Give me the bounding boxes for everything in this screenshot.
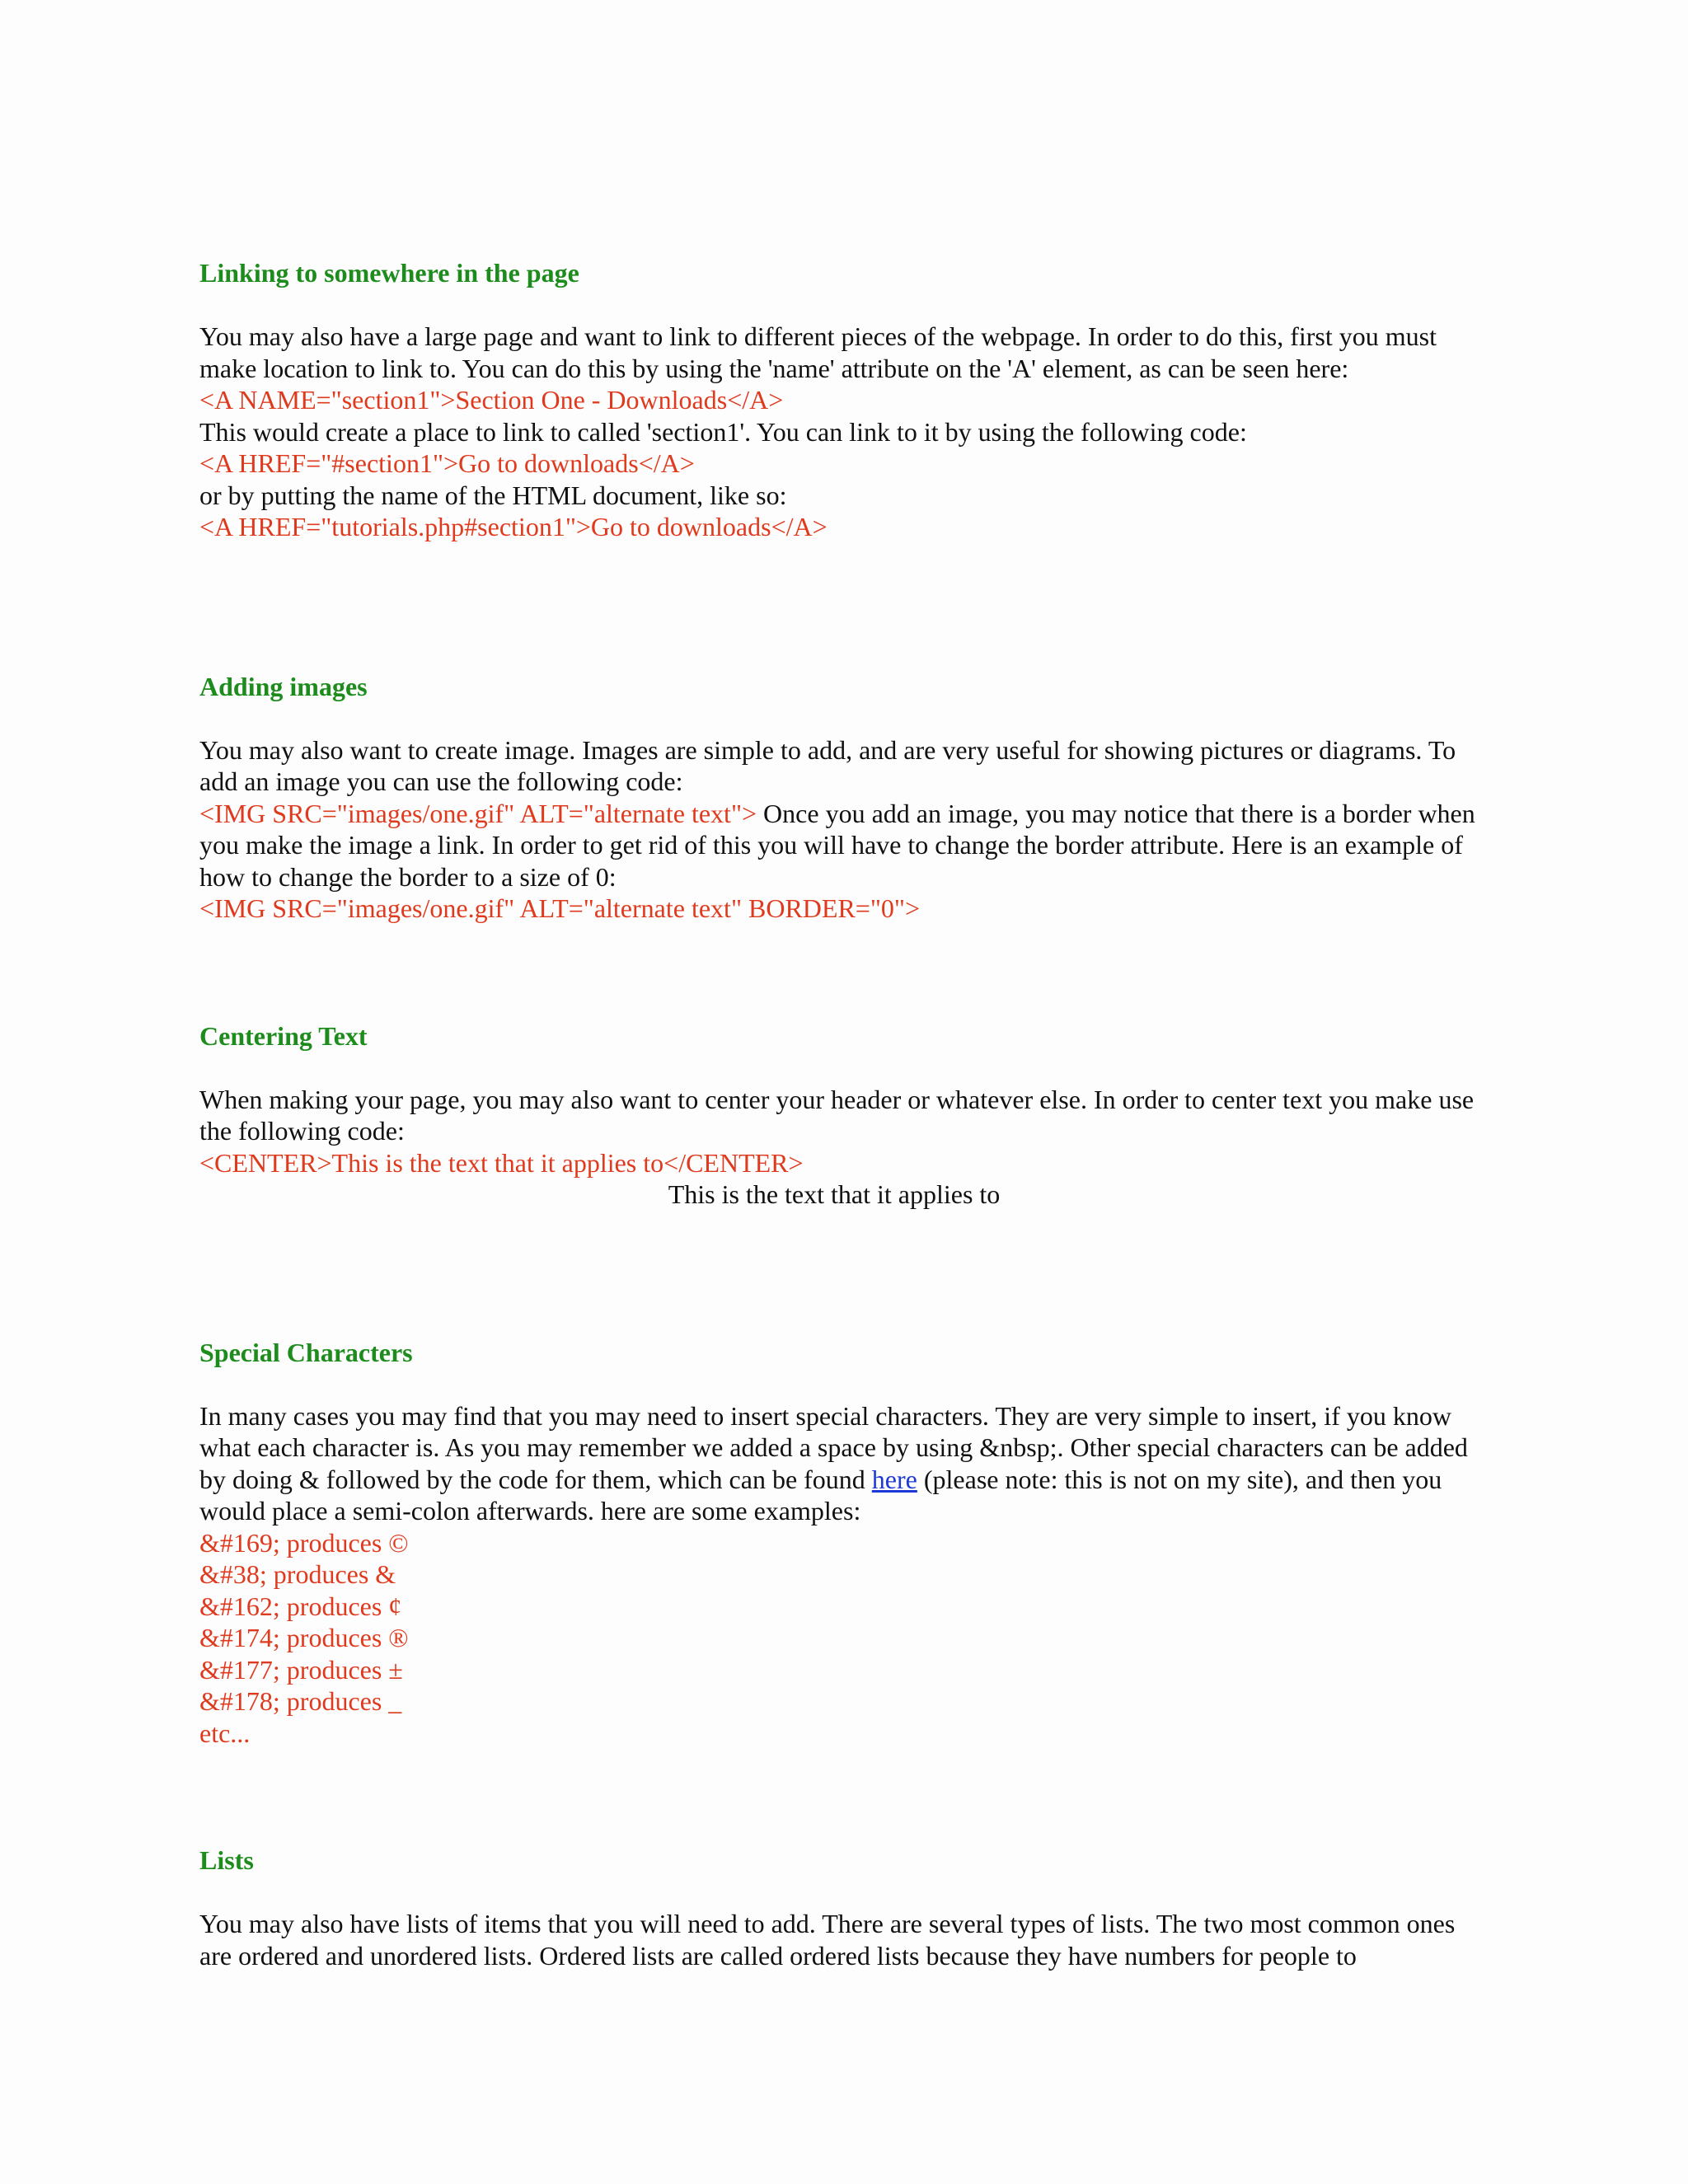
images-code-1: <IMG SRC="images/one.gif" ALT="alternate text">	[199, 798, 757, 828]
heading-lists: Lists	[199, 1845, 254, 1875]
heading-linking: Linking to somewhere in the page	[199, 258, 579, 288]
centering-paragraph-1: When making your page, you may also want to center your header or whatever else. In order to center text you make use the following code:	[199, 1084, 1475, 1146]
special-example: &#38; produces &	[199, 1559, 396, 1589]
section-spacer	[199, 543, 1485, 671]
special-paragraph-1-before: In many cases you may find that you may need to insert special characters. They are very simple to insert, if you know what each character is. As you may remember we added a space by using &nbsp;. Other special characters can be added by doing & followed by the code for them, which can be found	[199, 1400, 1468, 1494]
images-paragraph-1: You may also want to create image. Images are simple to add, and are very useful for showing pictures or diagrams. To add an image you can use the following code:	[199, 734, 1456, 796]
linking-paragraph-2: This would create a place to link to called 'section1'. You can link to it by using the following code:	[199, 416, 1247, 447]
linking-paragraph-3: or by putting the name of the HTML document, like so:	[199, 480, 787, 510]
images-code-2: <IMG SRC="images/one.gif" ALT="alternate text" BORDER="0">	[199, 893, 921, 923]
special-example: &#162; produces ¢	[199, 1591, 402, 1621]
section-spacer	[199, 1211, 1485, 1337]
centered-text-example: This is the text that it applies to	[668, 1179, 1001, 1209]
special-paragraph-1-after: (please note: this is not on my site), and then you would place a semi-colon afterwards. here are some examples:	[199, 1464, 1442, 1526]
special-paragraph-1	[199, 1400, 1485, 1527]
document-content	[199, 257, 1485, 1971]
linking-code-2: <A HREF="#section1">Go to downloads</A>	[199, 448, 695, 478]
special-example: etc...	[199, 1718, 251, 1748]
section-spacer	[199, 1749, 1485, 1844]
heading-special-characters: Special Characters	[199, 1337, 413, 1367]
images-paragraph-2-text: Once you add an image, you may notice that there is a border when you make the image a link. In order to get rid of this you will have to change the border attribute. Here is an example of how to change the border to a size of 0:	[199, 798, 1475, 892]
section-spacer	[199, 925, 1485, 1020]
lists-paragraph-1: You may also have lists of items that you will need to add. There are several types of lists. The two most common ones are ordered and unordered lists. Ordered lists are called ordered lists because they have numbers for people to	[199, 1909, 1456, 1971]
special-example: &#169; produces ©	[199, 1527, 409, 1558]
here-link[interactable]: here	[871, 1464, 917, 1494]
heading-adding-images: Adding images	[199, 671, 368, 701]
special-example: &#177; produces ±	[199, 1654, 403, 1685]
special-example: &#174; produces ®	[199, 1623, 409, 1652]
linking-code-3: <A HREF="tutorials.php#section1">Go to downloads</A>	[199, 512, 828, 541]
images-paragraph-2	[199, 798, 1485, 893]
centering-code-1: <CENTER>This is the text that it applies to</CENTER>	[199, 1147, 804, 1178]
special-example: &#178; produces _	[199, 1686, 402, 1716]
linking-paragraph-1: You may also have a large page and want to link to different pieces of the webpage. In order to do this, first you must make location to link to. You can do this by using the 'name' attribute on the 'A' element, as can be seen here:	[199, 321, 1437, 383]
linking-code-1: <A NAME="section1">Section One - Downloads</A>	[199, 385, 784, 415]
heading-centering-text: Centering Text	[199, 1020, 368, 1051]
